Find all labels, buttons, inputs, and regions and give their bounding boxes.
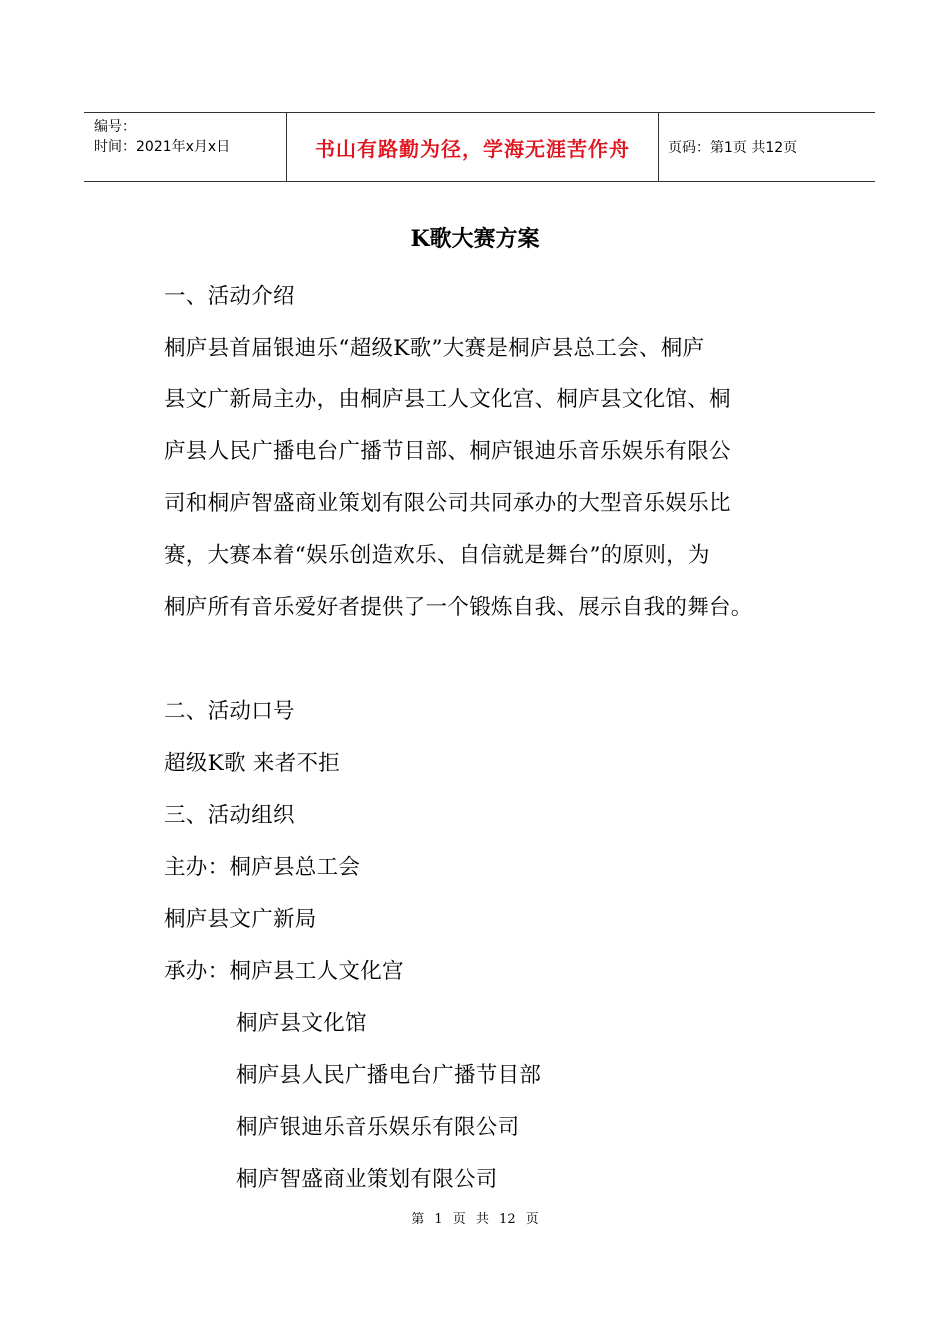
- organizer-item: 桐庐银迪乐音乐娱乐有限公司: [236, 1115, 520, 1140]
- organizer-item: 桐庐县文化馆: [236, 1011, 367, 1036]
- section-heading-organization: 三、活动组织: [164, 803, 295, 828]
- host-second-line: 桐庐县文广新局: [164, 907, 317, 932]
- intro-line: 庐县人民广播电台广播节目部、桐庐银迪乐音乐娱乐有限公: [164, 439, 731, 464]
- header-motto: 书山有路勤为径，学海无涯苦作舟: [286, 113, 659, 181]
- document-title: K歌大赛方案: [410, 226, 540, 252]
- slogan-text: 超级K歌 来者不拒: [164, 751, 341, 776]
- section-heading-intro: 一、活动介绍: [164, 284, 295, 309]
- page-footer: 第 1 页 共 12 页: [411, 1212, 539, 1227]
- organizer-line: 承办：桐庐县工人文化宫: [164, 959, 404, 984]
- intro-line: 司和桐庐智盛商业策划有限公司共同承办的大型音乐娱乐比: [164, 491, 731, 516]
- header-page-number: 页码：第1页 共12页: [668, 140, 798, 156]
- host-line: 主办：桐庐县总工会: [164, 855, 361, 880]
- document-number-label: 编号：: [94, 119, 136, 135]
- header-table: [84, 112, 875, 182]
- document-time-label: 时间：2021年x月x日: [94, 139, 231, 155]
- organizer-item: 桐庐智盛商业策划有限公司: [236, 1167, 498, 1192]
- intro-line: 桐庐所有音乐爱好者提供了一个锻炼自我、展示自我的舞台。: [164, 595, 753, 620]
- intro-line: 县文广新局主办，由桐庐县工人文化宫、桐庐县文化馆、桐: [164, 387, 731, 412]
- section-heading-slogan: 二、活动口号: [164, 699, 295, 724]
- intro-line: 桐庐县首届银迪乐“超级K歌”大赛是桐庐县总工会、桐庐: [164, 336, 705, 361]
- organizer-item: 桐庐县人民广播电台广播节目部: [236, 1063, 542, 1088]
- header-meta: [84, 113, 286, 181]
- intro-line: 赛，大赛本着“娱乐创造欢乐、自信就是舞台”的原则，为: [164, 543, 710, 568]
